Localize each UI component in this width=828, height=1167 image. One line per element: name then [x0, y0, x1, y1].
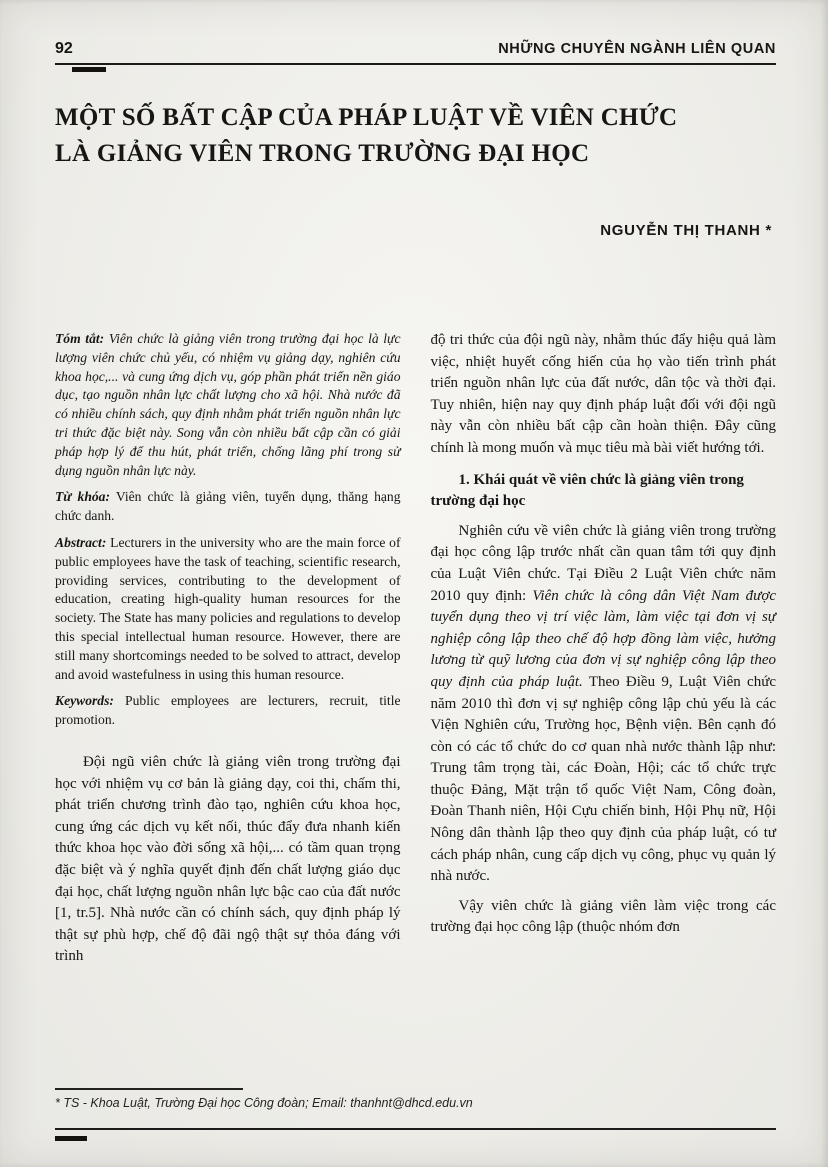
intro-paragraph: Đội ngũ viên chức là giảng viên trong trường đại học với nhiệm vụ cơ bản là giảng dạy, coi thi, chấm thi, phát triển chương trình đào tạo, nghiên cứu khoa học, cung ứng các dịch vụ kết nối, thúc đẩy đưa nhanh kiến thức khoa học vào đời sống xã hội,... có tầm quan trọng đặc biệt và ý nghĩa quyết định đến chất lượng giáo dục đại học, chất lượng nguồn nhân lực bậc cao của đất nước [1, tr.5]. Nhà nước cần có chính sách, quy định pháp lý thật sự phù hợp, chế độ đãi ngộ thật sự thỏa đáng với trình: [55, 753, 401, 965]
author-footnote: * TS - Khoa Luật, Trường Đại học Công đoàn; Email: thanhnt@dhcd.edu.vn: [55, 1096, 473, 1110]
header-dash: [72, 67, 106, 72]
page-number: 92: [55, 40, 73, 57]
section-paragraph: [431, 521, 777, 888]
keywords-vietnamese-text: Viên chức là giảng viên, tuyển dụng, thăng hạng chức danh.: [55, 489, 401, 524]
two-column-body: [55, 330, 776, 976]
keywords-english-label: Keywords:: [55, 693, 114, 709]
section-heading-1: 1. Khái quát về viên chức là giảng viên trong trường đại học: [430, 471, 744, 510]
section-paragraph-tail: Theo Điều 9, Luật Viên chức năm 2010 thì đơn vị sự nghiệp công lập chủ yếu là các Viện Nghiên cứu, Trường học, Bệnh viện. Bên cạnh đó còn có các tổ chức do cơ quan nhà nước thành lập như: Trung tâm trọng tài, các Đoàn, Hội; các tổ chức trực thuộc Đảng, Mặt trận tổ quốc Việt Nam, Công đoàn, Đoàn Thanh niên, Hội Cựu chiến binh, Hội Phụ nữ, Hội Nông dân thành lập theo quy định của pháp luật, có tư cách pháp nhân, cung cấp dịch vụ công, phục vụ quản lý nhà nước.: [430, 673, 776, 885]
abstract-english-label: Abstract:: [55, 534, 107, 550]
right-column: [431, 330, 777, 976]
abstract-vietnamese: [55, 330, 401, 480]
article-title: MỘT SỐ BẤT CẬP CỦA PHÁP LUẬT VỀ VIÊN CHỨC LÀ GIẢNG VIÊN TRONG TRƯỜNG ĐẠI HỌC: [55, 104, 678, 167]
running-head: NHỮNG CHUYÊN NGÀNH LIÊN QUAN: [498, 41, 776, 57]
bottom-dash: [55, 1136, 87, 1141]
left-column: [55, 330, 401, 976]
closing-paragraph: Vậy viên chức là giảng viên làm việc trong các trường đại học công lập (thuộc nhóm đơn: [430, 897, 776, 936]
abstract-vietnamese-text: Viên chức là giảng viên trong trường đại học là lực lượng viên chức chủ yếu, có nhiệm vụ giảng dạy, nghiên cứu khoa học,... và cung ứng dịch vụ, góp phần phát triển nền giáo dục, tạo nguồn nhân lực chất lượng cho xã hội. Nhà nước đã có nhiều chính sách, quy định nhằm phát triển nguồn nhân lực tri thức đặc biệt này. Song vẫn còn nhiều bất cập cần có giải pháp hợp lý để thu hút, phát triển, chống lãng phí trong sử dụng nguồn nhân lực này.: [55, 331, 401, 478]
continuation-paragraph: độ tri thức của đội ngũ này, nhằm thúc đẩy hiệu quả làm việc, nhiệt huyết cống hiến của họ vào tiến trình phát triển nguồn nhân lực của đất nước, dân tộc và thời đại. Tuy nhiên, hiện nay quy định pháp luật đối với đội ngũ này vẫn còn nhiều bất cập cần hoàn thiện. Đây cũng chính là mong muốn và mục tiêu mà bài viết hướng tới.: [430, 332, 776, 456]
keywords-english-text: Public employees are lecturers, recruit, title promotion.: [55, 693, 401, 728]
keywords-english: [55, 692, 401, 730]
abstract-english: [55, 534, 401, 684]
author-name: NGUYỄN THỊ THANH *: [600, 222, 772, 239]
page-header: [55, 40, 776, 58]
header-rule: [55, 63, 776, 65]
keywords-vietnamese: [55, 488, 401, 526]
footnote-separator-rule: [55, 1088, 243, 1090]
abstract-english-text: Lecturers in the university who are the main force of public employees have the task of teaching, scientific research, providing services, contributing to the development of education, creating high-quality human resources for the society. The State has many policies and regulations to develop this special intellectual human resource. However, there are still many shortcomings needed to be solved to attract, develop and avoid wastefulness in using this human resource.: [55, 534, 401, 682]
law-quote-italic: Viên chức là công dân Việt Nam được tuyển dụng theo vị trí việc làm, làm việc tại đơn vị sự nghiệp công lập theo chế độ hợp đồng làm việc, hưởng lương từ quỹ lương của đơn vị sự nghiệp công lập theo quy định của pháp luật.: [430, 587, 776, 690]
section-paragraph-lead: Nghiên cứu về viên chức là giảng viên trong trường đại học công lập trước nhất cần quan tâm tới quy định của Luật Viên chức. Tại Điều 2 Luật Viên chức năm 2010 quy định:: [430, 522, 776, 604]
bottom-rule: [55, 1128, 776, 1130]
abstract-vietnamese-label: Tóm tắt:: [55, 331, 105, 346]
keywords-vietnamese-label: Từ khóa:: [55, 489, 111, 505]
